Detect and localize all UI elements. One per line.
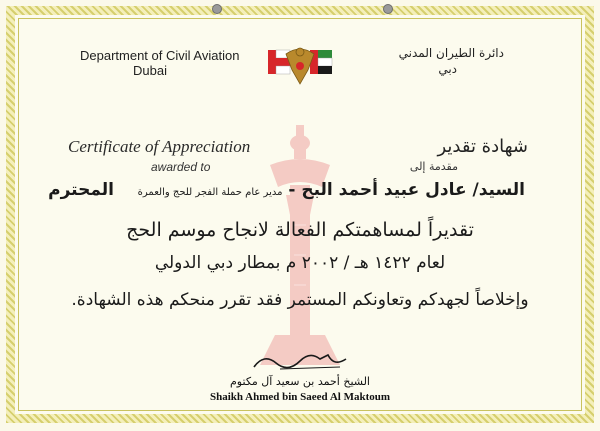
recipient-name: السيد/ عادل عبيد أحمد البح (301, 180, 525, 200)
recipient-role: مدير عام حملة الفجر للحج والعمرة (137, 187, 283, 198)
recipient-honorific: المحترم (48, 180, 114, 200)
presented-to-label-ar: مقدمة إلى (409, 160, 458, 173)
department-name-ar: دائرة الطيران المدني (398, 46, 504, 60)
department-name-en: Department of Civil Aviation (80, 48, 240, 63)
signatory-name-en: Shaikh Ahmed bin Saeed Al Maktoum (209, 391, 391, 403)
punch-hole-right (383, 4, 393, 14)
city-name-ar: دبي (438, 62, 457, 76)
signatory-name-ar: الشيخ أحمد بن سعيد آل مكتوم (230, 375, 370, 388)
recipient-separator: - (282, 180, 302, 200)
signature-icon (250, 347, 350, 373)
awarded-to-label: awarded to (151, 160, 211, 174)
appreciation-line-3: وإخلاصاً لجهدكم وتعاونكم المستمر فقد تقرر منحكم هذه الشهادة. (71, 290, 529, 310)
tower-watermark-icon (230, 125, 370, 365)
punch-hole-left (212, 4, 222, 14)
certificate-title-en: Certificate of Appreciation (68, 137, 251, 156)
uae-falcon-emblem-icon (264, 40, 336, 88)
appreciation-line-2: لعام ١٤٢٢ هـ / ٢٠٠٢ م بمطار دبي الدولي (154, 253, 446, 273)
certificate-title-ar: شهادة تقدير (437, 136, 528, 157)
recipient-line (48, 180, 525, 200)
city-name-en: Dubai (133, 63, 167, 78)
appreciation-line-1: تقديراً لمساهمتكم الفعالة لانجاح موسم الحج (126, 219, 474, 241)
